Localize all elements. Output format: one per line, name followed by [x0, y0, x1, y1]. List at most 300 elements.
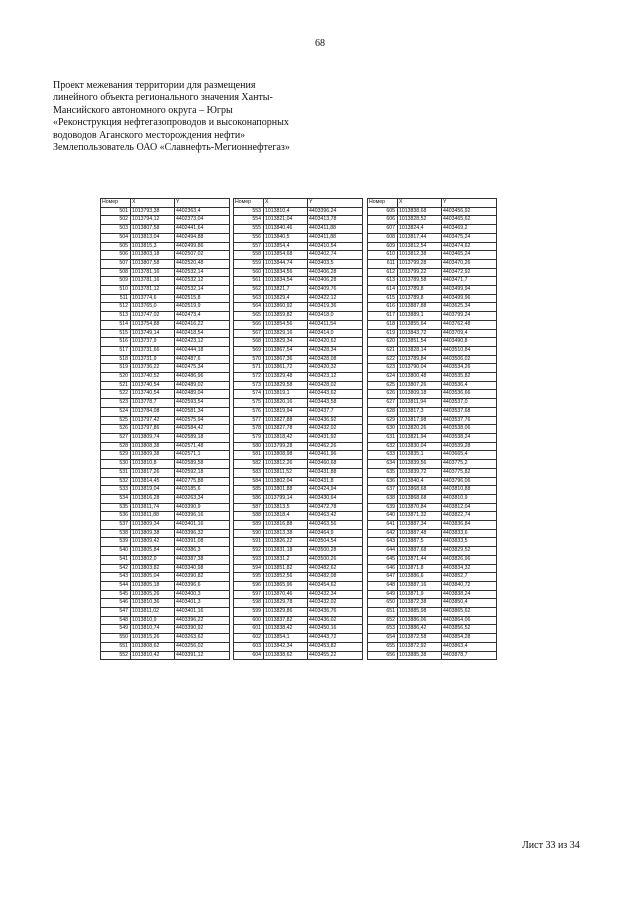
table-row	[368, 460, 497, 469]
x-coordinate: 1013810,42	[131, 651, 175, 660]
point-number: 641	[368, 521, 398, 530]
point-number: 606	[368, 216, 398, 225]
table-row	[234, 259, 363, 268]
point-number: 520	[101, 373, 131, 382]
table-row	[368, 486, 497, 495]
point-number: 524	[101, 407, 131, 416]
x-coordinate: 1013886,42	[398, 625, 442, 634]
point-number: 505	[101, 242, 131, 251]
y-coordinate: 4403536,4	[442, 381, 497, 390]
point-number: 647	[368, 573, 398, 582]
y-coordinate: 4403475,24	[442, 233, 497, 242]
point-number: 539	[101, 538, 131, 547]
y-coordinate: 4403810,9	[442, 494, 497, 503]
table-row	[368, 547, 497, 556]
table-row	[368, 503, 497, 512]
x-coordinate: 1013821,7	[264, 286, 308, 295]
point-number: 549	[101, 625, 131, 634]
y-coordinate: 4403538,24	[442, 433, 497, 442]
x-coordinate: 1013871,32	[398, 512, 442, 521]
point-number: 575	[234, 399, 264, 408]
x-coordinate: 1013812,54	[398, 242, 442, 251]
point-number: 603	[234, 642, 264, 651]
y-coordinate: 4403443,58	[308, 399, 363, 408]
x-coordinate: 1013826,22	[264, 538, 308, 547]
y-coordinate: 4402593,54	[175, 399, 230, 408]
point-number: 616	[368, 303, 398, 312]
point-number: 565	[234, 312, 264, 321]
y-coordinate: 4403838,24	[442, 590, 497, 599]
point-number: 577	[234, 416, 264, 425]
x-coordinate: 1013774,6	[131, 294, 175, 303]
point-number: 634	[368, 460, 398, 469]
y-coordinate: 4403411,88	[308, 233, 363, 242]
table-row	[234, 555, 363, 564]
table-row	[368, 259, 497, 268]
table-header-row	[368, 199, 497, 208]
table-row	[101, 433, 230, 442]
table-row	[234, 381, 363, 390]
point-number: 566	[234, 320, 264, 329]
y-coordinate: 4402489,02	[175, 381, 230, 390]
table-row	[234, 538, 363, 547]
point-number: 628	[368, 407, 398, 416]
table-row	[101, 512, 230, 521]
column-header-x: X	[131, 199, 175, 208]
heading-line: Проект межевания территории для размещения	[53, 80, 256, 91]
y-coordinate: 4402473,4	[175, 312, 230, 321]
coordinates-table-3	[367, 198, 497, 660]
point-number: 546	[101, 599, 131, 608]
table-row	[101, 486, 230, 495]
x-coordinate: 1013793,38	[131, 207, 175, 216]
y-coordinate: 4402532,12	[175, 277, 230, 286]
y-coordinate: 4403829,52	[442, 547, 497, 556]
x-coordinate: 1013854,1	[264, 634, 308, 643]
table-row	[234, 425, 363, 434]
y-coordinate: 4402416,22	[175, 320, 230, 329]
x-coordinate: 1013789,8	[398, 286, 442, 295]
table-row	[234, 303, 363, 312]
table-row	[368, 233, 497, 242]
y-coordinate: 4403387,38	[175, 555, 230, 564]
point-number: 630	[368, 425, 398, 434]
y-coordinate: 4403539,28	[442, 442, 497, 451]
column-header-y: Y	[442, 199, 497, 208]
table-row	[234, 642, 363, 651]
x-coordinate: 1013809,34	[131, 521, 175, 530]
x-coordinate: 1013889,1	[398, 312, 442, 321]
table-row	[101, 251, 230, 260]
x-coordinate: 1013821,04	[264, 216, 308, 225]
x-coordinate: 1013872,58	[398, 634, 442, 643]
x-coordinate: 1013827,78	[264, 425, 308, 434]
x-coordinate: 1013837,82	[264, 616, 308, 625]
x-coordinate: 1013872,92	[398, 642, 442, 651]
x-coordinate: 1013810,9	[131, 616, 175, 625]
point-number: 595	[234, 573, 264, 582]
y-coordinate: 4403410,54	[308, 242, 363, 251]
y-coordinate: 4403500,26	[308, 555, 363, 564]
table-row	[234, 608, 363, 617]
point-number: 521	[101, 381, 131, 390]
table-row	[234, 416, 363, 425]
table-row	[368, 381, 497, 390]
table-row	[368, 268, 497, 277]
table-row	[368, 329, 497, 338]
table-row	[234, 460, 363, 469]
x-coordinate: 1013867,54	[264, 346, 308, 355]
point-number: 578	[234, 425, 264, 434]
y-coordinate: 4403625,34	[442, 303, 497, 312]
table-row	[368, 225, 497, 234]
point-number: 584	[234, 477, 264, 486]
table-row	[368, 642, 497, 651]
x-coordinate: 1013817,98	[398, 416, 442, 425]
point-number: 586	[234, 494, 264, 503]
table-row	[101, 442, 230, 451]
table-row	[101, 425, 230, 434]
y-coordinate: 4403422,12	[308, 294, 363, 303]
column-header-number: Номер	[101, 199, 131, 208]
y-coordinate: 4403263,34	[175, 494, 230, 503]
point-number: 567	[234, 329, 264, 338]
point-number: 570	[234, 355, 264, 364]
x-coordinate: 1013797,42	[131, 416, 175, 425]
x-coordinate: 1013800,48	[398, 373, 442, 382]
x-coordinate: 1013861,72	[264, 364, 308, 373]
x-coordinate: 1013842,34	[264, 642, 308, 651]
table-row	[101, 277, 230, 286]
x-coordinate: 1013802,0	[131, 555, 175, 564]
y-coordinate: 4403413,78	[308, 216, 363, 225]
table-row	[101, 312, 230, 321]
point-number: 569	[234, 346, 264, 355]
y-coordinate: 4403402,74	[308, 251, 363, 260]
heading-line: Землепользователь ОАО «Славнефть-Мегионнефтегаз»	[53, 142, 290, 154]
x-coordinate: 1013829,16	[264, 329, 308, 338]
point-number: 601	[234, 625, 264, 634]
x-coordinate: 1013799,28	[398, 259, 442, 268]
x-coordinate: 1013886,6	[398, 573, 442, 582]
x-coordinate: 1013801,88	[264, 486, 308, 495]
point-number: 580	[234, 442, 264, 451]
point-number: 604	[234, 651, 264, 660]
point-number: 515	[101, 329, 131, 338]
x-coordinate: 1013807,26	[398, 381, 442, 390]
x-coordinate: 1013820,16	[264, 399, 308, 408]
x-coordinate: 1013828,52	[398, 216, 442, 225]
table-row	[234, 651, 363, 660]
x-coordinate: 1013811,02	[131, 608, 175, 617]
y-coordinate: 4403411,54	[308, 320, 363, 329]
y-coordinate: 4403810,88	[442, 486, 497, 495]
x-coordinate: 1013887,5	[398, 538, 442, 547]
y-coordinate: 4403418,0	[308, 312, 363, 321]
table-row	[368, 581, 497, 590]
table-row	[234, 346, 363, 355]
x-coordinate: 1013865,96	[264, 581, 308, 590]
table-row	[234, 233, 363, 242]
table-row	[101, 329, 230, 338]
x-coordinate: 1013831,2	[264, 555, 308, 564]
point-number: 536	[101, 512, 131, 521]
point-number: 624	[368, 373, 398, 382]
table-row	[234, 207, 363, 216]
point-number: 639	[368, 503, 398, 512]
y-coordinate: 4402775,88	[175, 477, 230, 486]
table-header-row	[101, 199, 230, 208]
point-number: 626	[368, 390, 398, 399]
point-number: 592	[234, 547, 264, 556]
y-coordinate: 4403396,24	[308, 207, 363, 216]
y-coordinate: 4403836,84	[442, 521, 497, 530]
y-coordinate: 4403428,34	[308, 346, 363, 355]
y-coordinate: 4402515,8	[175, 294, 230, 303]
table-row	[101, 216, 230, 225]
point-number: 635	[368, 468, 398, 477]
point-number: 600	[234, 616, 264, 625]
x-coordinate: 1013834,54	[264, 277, 308, 286]
x-coordinate: 1013819,94	[264, 407, 308, 416]
table-row	[101, 494, 230, 503]
table-row	[234, 320, 363, 329]
point-number: 532	[101, 477, 131, 486]
x-coordinate: 1013808,62	[131, 642, 175, 651]
table-row	[368, 364, 497, 373]
table-row	[368, 373, 497, 382]
point-number: 654	[368, 634, 398, 643]
table-row	[101, 364, 230, 373]
point-number: 582	[234, 460, 264, 469]
y-coordinate: 4403834,32	[442, 564, 497, 573]
point-number: 602	[234, 634, 264, 643]
x-coordinate: 1013812,26	[264, 460, 308, 469]
y-coordinate: 4403534,26	[442, 364, 497, 373]
x-coordinate: 1013737,9	[131, 338, 175, 347]
point-number: 617	[368, 312, 398, 321]
table-row	[101, 355, 230, 364]
point-number: 608	[368, 233, 398, 242]
y-coordinate: 4402532,14	[175, 268, 230, 277]
table-row	[101, 581, 230, 590]
x-coordinate: 1013811,88	[131, 512, 175, 521]
x-coordinate: 1013871,8	[398, 564, 442, 573]
y-coordinate: 4403850,4	[442, 599, 497, 608]
table-row	[368, 346, 497, 355]
point-number: 561	[234, 277, 264, 286]
table-row	[101, 233, 230, 242]
y-coordinate: 4403499,94	[442, 286, 497, 295]
x-coordinate: 1013805,04	[131, 573, 175, 582]
y-coordinate: 4403428,08	[308, 355, 363, 364]
y-coordinate: 4403463,42	[308, 512, 363, 521]
x-coordinate: 1013851,82	[264, 564, 308, 573]
table-row	[368, 277, 497, 286]
y-coordinate: 4403472,92	[442, 268, 497, 277]
y-coordinate: 4403469,2	[442, 225, 497, 234]
column-header-x: X	[398, 199, 442, 208]
y-coordinate: 4403822,74	[442, 512, 497, 521]
x-coordinate: 1013789,8	[398, 294, 442, 303]
coordinates-table-2	[233, 198, 363, 660]
table-row	[368, 625, 497, 634]
y-coordinate: 4402507,02	[175, 251, 230, 260]
table-row	[101, 303, 230, 312]
point-number: 541	[101, 555, 131, 564]
y-coordinate: 4403411,88	[308, 225, 363, 234]
table-row	[234, 451, 363, 460]
point-number: 633	[368, 451, 398, 460]
x-coordinate: 1013805,84	[131, 547, 175, 556]
x-coordinate: 1013818,4	[264, 512, 308, 521]
x-coordinate: 1013799,28	[264, 442, 308, 451]
table-row	[234, 573, 363, 582]
table-row	[234, 486, 363, 495]
y-coordinate: 4403185,6	[175, 486, 230, 495]
table-row	[101, 538, 230, 547]
table-row	[368, 320, 497, 329]
heading-line: линейного объекта регионального значения Ханты-	[53, 92, 273, 104]
table-row	[101, 294, 230, 303]
x-coordinate: 1013834,56	[264, 268, 308, 277]
x-coordinate: 1013835,1	[398, 451, 442, 460]
table-row	[101, 616, 230, 625]
y-coordinate: 4403865,62	[442, 608, 497, 617]
y-coordinate: 4403471,7	[442, 277, 497, 286]
y-coordinate: 4403510,84	[442, 346, 497, 355]
x-coordinate: 1013810,4	[264, 207, 308, 216]
table-row	[368, 634, 497, 643]
point-number: 644	[368, 547, 398, 556]
y-coordinate: 4402441,64	[175, 225, 230, 234]
y-coordinate: 4403470,26	[442, 259, 497, 268]
point-number: 589	[234, 521, 264, 530]
x-coordinate: 1013789,84	[398, 355, 442, 364]
point-number: 612	[368, 268, 398, 277]
table-row	[101, 599, 230, 608]
y-coordinate: 4403454,62	[308, 581, 363, 590]
y-coordinate: 4403420,32	[308, 364, 363, 373]
table-row	[234, 268, 363, 277]
table-row	[234, 494, 363, 503]
x-coordinate: 1013781,12	[131, 286, 175, 295]
y-coordinate: 4403450,16	[308, 625, 363, 634]
x-coordinate: 1013819,1	[264, 390, 308, 399]
table-row	[368, 294, 497, 303]
table-row	[368, 555, 497, 564]
y-coordinate: 4403840,72	[442, 581, 497, 590]
x-coordinate: 1013736,22	[131, 364, 175, 373]
y-coordinate: 4402475,34	[175, 364, 230, 373]
x-coordinate: 1013749,14	[131, 329, 175, 338]
table-row	[101, 634, 230, 643]
table-row	[234, 547, 363, 556]
table-row	[368, 425, 497, 434]
y-coordinate: 4403537,76	[442, 416, 497, 425]
table-row	[234, 338, 363, 347]
point-number: 508	[101, 268, 131, 277]
x-coordinate: 1013803,82	[131, 564, 175, 573]
point-number: 643	[368, 538, 398, 547]
table-row	[101, 564, 230, 573]
table-row	[101, 608, 230, 617]
column-header-x: X	[264, 199, 308, 208]
table-row	[368, 207, 497, 216]
y-coordinate: 4403401,16	[175, 521, 230, 530]
column-header-number: Номер	[368, 199, 398, 208]
point-number: 554	[234, 216, 264, 225]
point-number: 543	[101, 573, 131, 582]
y-coordinate: 4403424,94	[308, 486, 363, 495]
point-number: 507	[101, 259, 131, 268]
x-coordinate: 1013887,34	[398, 521, 442, 530]
table-row	[368, 242, 497, 251]
y-coordinate: 4402418,54	[175, 329, 230, 338]
point-number: 572	[234, 373, 264, 382]
point-number: 645	[368, 555, 398, 564]
point-number: 511	[101, 294, 131, 303]
point-number: 609	[368, 242, 398, 251]
y-coordinate: 4402581,34	[175, 407, 230, 416]
y-coordinate: 4402423,12	[175, 338, 230, 347]
table-row	[368, 355, 497, 364]
y-coordinate: 4403506,02	[442, 355, 497, 364]
table-row	[234, 312, 363, 321]
point-number: 526	[101, 425, 131, 434]
point-number: 540	[101, 547, 131, 556]
table-row	[101, 460, 230, 469]
point-number: 627	[368, 399, 398, 408]
table-row	[368, 251, 497, 260]
table-row	[234, 355, 363, 364]
heading-line: «Реконструкция нефтегазопроводов и высоконапорных	[53, 117, 289, 129]
table-row	[101, 555, 230, 564]
y-coordinate: 4402571,48	[175, 442, 230, 451]
sheet-counter: Лист 33 из 34	[522, 840, 580, 851]
x-coordinate: 1013885,98	[398, 608, 442, 617]
table-row	[234, 564, 363, 573]
x-coordinate: 1013740,54	[131, 381, 175, 390]
y-coordinate: 4402575,94	[175, 416, 230, 425]
y-coordinate: 4403852,7	[442, 573, 497, 582]
table-row	[368, 468, 497, 477]
point-number: 529	[101, 451, 131, 460]
point-number: 547	[101, 608, 131, 617]
point-number: 528	[101, 442, 131, 451]
y-coordinate: 4403465,24	[442, 251, 497, 260]
table-row	[368, 303, 497, 312]
table-row	[368, 338, 497, 347]
x-coordinate: 1013820,26	[398, 425, 442, 434]
x-coordinate: 1013781,16	[131, 268, 175, 277]
point-number: 611	[368, 259, 398, 268]
point-number: 545	[101, 590, 131, 599]
x-coordinate: 1013838,68	[398, 207, 442, 216]
y-coordinate: 4403437,7	[308, 407, 363, 416]
y-coordinate: 4403403,5	[308, 259, 363, 268]
table-row	[234, 634, 363, 643]
point-number: 513	[101, 312, 131, 321]
table-row	[101, 529, 230, 538]
x-coordinate: 1013813,5	[264, 503, 308, 512]
x-coordinate: 1013809,74	[131, 433, 175, 442]
y-coordinate: 4403431,88	[308, 468, 363, 477]
x-coordinate: 1013817,44	[398, 233, 442, 242]
y-coordinate: 4403396,6	[175, 581, 230, 590]
y-coordinate: 4403406,28	[308, 277, 363, 286]
x-coordinate: 1013815,26	[131, 634, 175, 643]
